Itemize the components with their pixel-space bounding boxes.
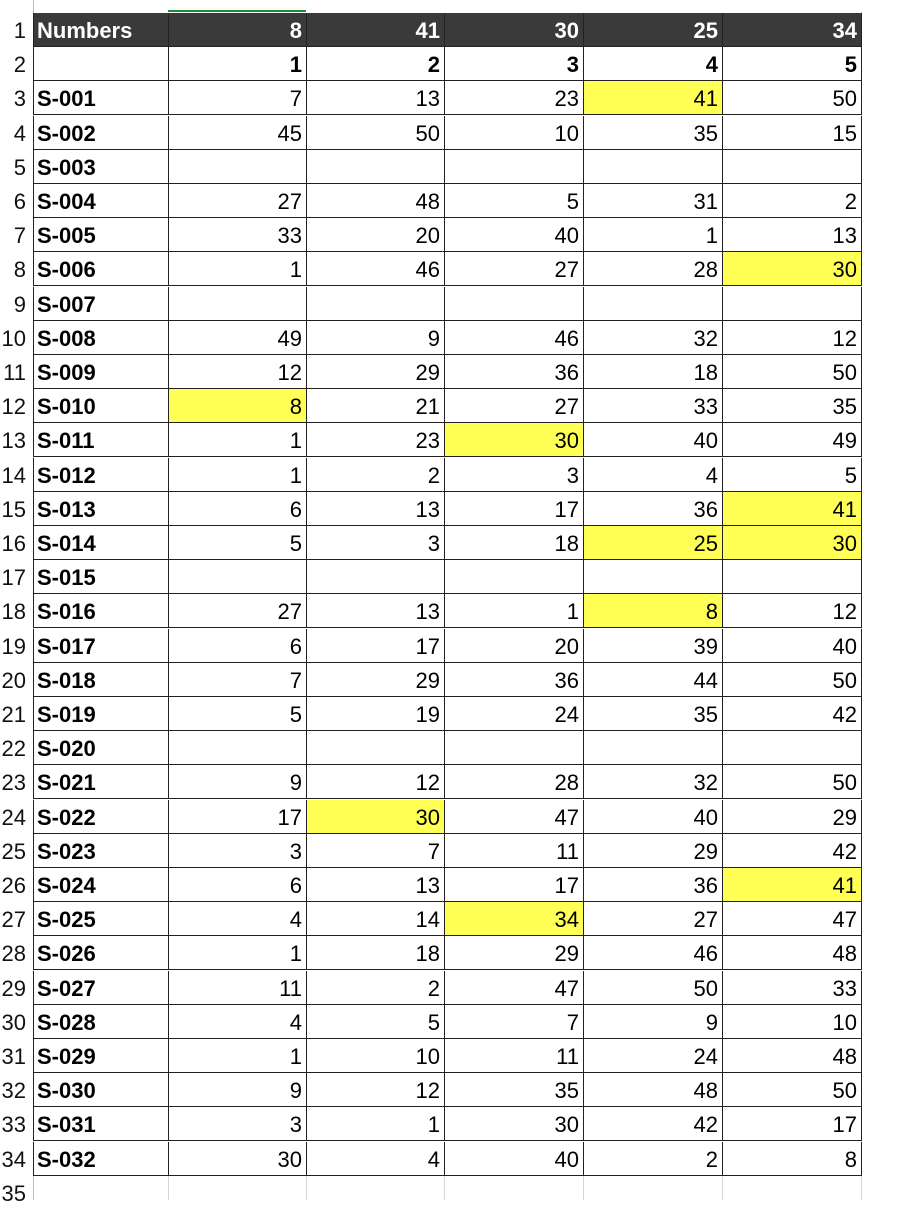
value-cell[interactable]: 1 — [169, 47, 307, 81]
row-label-cell[interactable]: S-008 — [33, 321, 169, 355]
table-row — [0, 765, 862, 799]
table-row — [0, 936, 862, 970]
row-label-cell[interactable]: S-022 — [33, 800, 169, 834]
table-row — [0, 116, 862, 150]
value-cell[interactable]: 39 — [584, 629, 723, 663]
value-cell[interactable]: 45 — [169, 116, 307, 150]
value-cell[interactable]: 40 — [445, 218, 584, 252]
value-cell[interactable]: 34 — [445, 902, 584, 936]
table-row — [0, 1073, 862, 1107]
row-label-cell[interactable]: S-027 — [33, 971, 169, 1005]
index-row — [0, 47, 862, 81]
value-cell[interactable]: 29 — [307, 663, 445, 697]
value-cell[interactable]: 50 — [723, 355, 862, 389]
value-cell[interactable]: 6 — [169, 629, 307, 663]
value-cell[interactable]: 40 — [723, 629, 862, 663]
value-cell[interactable]: 44 — [584, 663, 723, 697]
value-cell[interactable]: 8 — [584, 594, 723, 628]
table-row — [0, 252, 862, 286]
row-number[interactable]: 2 — [13, 52, 26, 78]
value-cell[interactable]: 1 — [307, 1107, 445, 1141]
row-label-cell[interactable]: S-010 — [33, 389, 169, 423]
row-number[interactable]: 25 — [1, 838, 26, 864]
value-cell[interactable]: 30 — [723, 252, 862, 286]
value-cell[interactable]: 20 — [307, 218, 445, 252]
value-cell[interactable]: 11 — [169, 971, 307, 1005]
value-cell[interactable]: 5 — [169, 526, 307, 560]
row-number[interactable]: 1 — [13, 18, 26, 43]
value-cell[interactable]: 13 — [307, 492, 445, 526]
table-row — [0, 1039, 862, 1073]
row-number[interactable]: 31 — [1, 1044, 26, 1069]
table-row — [0, 697, 862, 731]
value-cell[interactable]: 46 — [307, 252, 445, 286]
gridline — [444, 1176, 445, 1200]
row-number[interactable]: 32 — [1, 1078, 26, 1104]
gridline — [168, 1176, 169, 1200]
value-cell[interactable]: 4 — [169, 1005, 307, 1039]
value-cell[interactable]: 17 — [445, 868, 584, 902]
value-cell[interactable]: 13 — [307, 594, 445, 628]
value-cell[interactable]: 41 — [584, 81, 723, 115]
value-cell[interactable]: 29 — [307, 355, 445, 389]
value-cell[interactable]: 32 — [584, 321, 723, 355]
value-cell[interactable]: 48 — [307, 184, 445, 218]
value-cell[interactable]: 29 — [445, 936, 584, 970]
value-cell[interactable] — [307, 560, 445, 594]
table-row — [0, 834, 862, 868]
table-row — [0, 594, 862, 628]
value-cell[interactable]: 13 — [307, 868, 445, 902]
value-cell[interactable]: 40 — [584, 800, 723, 834]
row-number[interactable]: 9 — [13, 291, 26, 317]
row-number[interactable]: 16 — [1, 531, 26, 556]
value-cell[interactable]: 50 — [723, 663, 862, 697]
selected-column-indicator — [168, 10, 306, 12]
value-cell[interactable]: 25 — [584, 13, 723, 47]
value-cell[interactable]: 13 — [307, 81, 445, 115]
table-row — [0, 458, 862, 492]
value-cell[interactable]: 29 — [584, 834, 723, 868]
row-number[interactable]: 18 — [1, 599, 26, 625]
value-cell[interactable]: 1 — [169, 458, 307, 492]
gridline — [306, 1176, 307, 1200]
value-cell[interactable]: 1 — [169, 1039, 307, 1073]
value-cell[interactable]: 2 — [307, 971, 445, 1005]
table-row — [0, 423, 862, 457]
value-cell[interactable]: 8 — [169, 389, 307, 423]
value-cell[interactable]: 28 — [445, 765, 584, 799]
row-label-cell[interactable]: S-026 — [33, 936, 169, 970]
value-cell[interactable]: 9 — [307, 321, 445, 355]
value-cell[interactable]: 21 — [307, 389, 445, 423]
value-cell[interactable]: 18 — [445, 526, 584, 560]
value-cell[interactable]: 33 — [723, 971, 862, 1005]
value-cell[interactable]: 29 — [723, 800, 862, 834]
empty-column-area[interactable] — [861, 12, 897, 1200]
value-cell[interactable]: 8 — [723, 1142, 862, 1176]
value-cell[interactable] — [723, 287, 862, 321]
value-cell[interactable] — [584, 287, 723, 321]
value-cell[interactable]: 30 — [445, 423, 584, 457]
value-cell[interactable] — [584, 150, 723, 184]
table-row — [0, 868, 862, 902]
value-cell[interactable] — [584, 560, 723, 594]
value-cell[interactable]: 33 — [169, 218, 307, 252]
value-cell[interactable]: 10 — [307, 1039, 445, 1073]
row-number[interactable]: 19 — [1, 633, 26, 659]
value-cell[interactable] — [723, 560, 862, 594]
row-label-cell[interactable]: Numbers — [33, 13, 169, 47]
value-cell[interactable]: 50 — [723, 81, 862, 115]
table-row — [0, 1005, 862, 1039]
row-number[interactable]: 8 — [13, 257, 26, 283]
row-number[interactable]: 13 — [1, 428, 26, 454]
row-number[interactable]: 28 — [1, 941, 26, 967]
value-cell[interactable]: 3 — [169, 834, 307, 868]
row-number[interactable]: 27 — [1, 907, 26, 933]
value-cell[interactable]: 3 — [445, 47, 584, 81]
value-cell[interactable] — [169, 731, 307, 765]
value-cell[interactable]: 31 — [584, 184, 723, 218]
row-number[interactable]: 20 — [1, 667, 26, 693]
value-cell[interactable]: 6 — [169, 492, 307, 526]
value-cell[interactable]: 24 — [445, 697, 584, 731]
value-cell[interactable] — [723, 731, 862, 765]
value-cell[interactable]: 3 — [169, 1107, 307, 1141]
value-cell[interactable]: 47 — [445, 971, 584, 1005]
row-label-cell[interactable]: S-021 — [33, 765, 169, 799]
value-cell[interactable]: 10 — [723, 1005, 862, 1039]
row-label-cell[interactable]: S-020 — [33, 731, 169, 765]
value-cell[interactable]: 10 — [445, 116, 584, 150]
header-row — [0, 13, 862, 47]
value-cell[interactable]: 17 — [307, 629, 445, 663]
row-label-cell[interactable]: S-018 — [33, 663, 169, 697]
value-cell[interactable]: 24 — [584, 1039, 723, 1073]
value-cell[interactable]: 12 — [307, 765, 445, 799]
table-row — [0, 526, 862, 560]
value-cell[interactable]: 5 — [169, 697, 307, 731]
value-cell[interactable]: 20 — [445, 629, 584, 663]
value-cell[interactable]: 1 — [169, 936, 307, 970]
row-label-cell[interactable]: S-028 — [33, 1005, 169, 1039]
value-cell[interactable]: 27 — [584, 902, 723, 936]
value-cell[interactable]: 42 — [723, 697, 862, 731]
value-cell[interactable]: 17 — [723, 1107, 862, 1141]
value-cell[interactable]: 28 — [584, 252, 723, 286]
row-number[interactable]: 14 — [1, 462, 26, 488]
row-number[interactable]: 23 — [1, 770, 26, 796]
value-cell[interactable]: 41 — [723, 868, 862, 902]
value-cell[interactable] — [723, 150, 862, 184]
value-cell[interactable]: 3 — [445, 458, 584, 492]
value-cell[interactable]: 48 — [584, 1073, 723, 1107]
value-cell[interactable]: 46 — [584, 936, 723, 970]
value-cell[interactable] — [445, 287, 584, 321]
row-label-cell[interactable]: S-029 — [33, 1039, 169, 1073]
value-cell[interactable]: 33 — [584, 389, 723, 423]
value-cell[interactable]: 36 — [445, 663, 584, 697]
value-cell[interactable] — [445, 731, 584, 765]
row-number[interactable]: 5 — [13, 154, 26, 180]
value-cell[interactable] — [307, 287, 445, 321]
value-cell[interactable]: 50 — [307, 116, 445, 150]
row-label-cell[interactable]: S-013 — [33, 492, 169, 526]
value-cell[interactable]: 5 — [723, 458, 862, 492]
row-label-cell[interactable]: S-001 — [33, 81, 169, 115]
value-cell[interactable]: 1 — [445, 594, 584, 628]
value-cell[interactable] — [169, 560, 307, 594]
table-row — [0, 560, 862, 594]
row-number[interactable]: 12 — [1, 394, 26, 420]
value-cell[interactable]: 7 — [307, 834, 445, 868]
value-cell[interactable]: 41 — [723, 492, 862, 526]
value-cell[interactable]: 7 — [169, 81, 307, 115]
row-label-cell[interactable]: S-005 — [33, 218, 169, 252]
row-number[interactable]: 15 — [1, 496, 26, 522]
value-cell[interactable]: 42 — [723, 834, 862, 868]
value-cell[interactable]: 46 — [445, 321, 584, 355]
gridline — [583, 1176, 584, 1200]
value-cell[interactable]: 17 — [445, 492, 584, 526]
table-row — [0, 81, 862, 115]
column-header-strip[interactable] — [0, 0, 897, 12]
value-cell[interactable]: 4 — [169, 902, 307, 936]
table-row — [0, 287, 862, 321]
value-cell[interactable]: 48 — [723, 1039, 862, 1073]
row-number[interactable]: 34 — [1, 1146, 26, 1172]
value-cell[interactable]: 12 — [169, 355, 307, 389]
value-cell[interactable]: 50 — [584, 971, 723, 1005]
value-cell[interactable]: 34 — [723, 13, 862, 47]
value-cell[interactable]: 9 — [169, 765, 307, 799]
value-cell[interactable]: 4 — [584, 458, 723, 492]
value-cell[interactable]: 23 — [445, 81, 584, 115]
table-row — [0, 629, 862, 663]
value-cell[interactable]: 49 — [723, 423, 862, 457]
value-cell[interactable]: 35 — [445, 1073, 584, 1107]
value-cell[interactable]: 5 — [445, 184, 584, 218]
value-cell[interactable]: 27 — [445, 252, 584, 286]
value-cell[interactable]: 40 — [445, 1142, 584, 1176]
value-cell[interactable]: 36 — [445, 355, 584, 389]
value-cell[interactable]: 7 — [445, 1005, 584, 1039]
value-cell[interactable]: 11 — [445, 1039, 584, 1073]
value-cell[interactable]: 27 — [445, 389, 584, 423]
value-cell[interactable]: 47 — [723, 902, 862, 936]
value-cell[interactable]: 47 — [445, 800, 584, 834]
table-row — [0, 355, 862, 389]
row-label-cell[interactable]: S-006 — [33, 252, 169, 286]
value-cell[interactable]: 42 — [584, 1107, 723, 1141]
gridline — [861, 1176, 862, 1200]
row-number[interactable]: 10 — [1, 325, 26, 351]
table-row — [0, 184, 862, 218]
value-cell[interactable] — [445, 150, 584, 184]
value-cell[interactable]: 8 — [169, 13, 307, 47]
value-cell[interactable]: 17 — [169, 800, 307, 834]
row-number[interactable]: 11 — [3, 360, 26, 385]
value-cell[interactable]: 13 — [723, 218, 862, 252]
row-number[interactable]: 7 — [13, 223, 26, 249]
value-cell[interactable]: 30 — [445, 1107, 584, 1141]
table-row — [0, 731, 862, 765]
value-cell[interactable]: 40 — [584, 423, 723, 457]
value-cell[interactable]: 4 — [584, 47, 723, 81]
value-cell[interactable]: 1 — [584, 218, 723, 252]
value-cell[interactable]: 30 — [169, 1142, 307, 1176]
row-label-cell[interactable]: S-003 — [33, 150, 169, 184]
table-row — [0, 663, 862, 697]
value-cell[interactable]: 23 — [307, 423, 445, 457]
value-cell[interactable]: 3 — [307, 526, 445, 560]
row-label-cell[interactable]: S-007 — [33, 287, 169, 321]
row-label-cell[interactable]: S-004 — [33, 184, 169, 218]
value-cell[interactable]: 12 — [723, 594, 862, 628]
row-label-cell[interactable]: S-032 — [33, 1142, 169, 1176]
value-cell[interactable]: 27 — [169, 594, 307, 628]
row-number[interactable]: 33 — [1, 1112, 26, 1138]
value-cell[interactable] — [169, 150, 307, 184]
value-cell[interactable]: 27 — [169, 184, 307, 218]
value-cell[interactable]: 1 — [169, 423, 307, 457]
value-cell[interactable]: 49 — [169, 321, 307, 355]
value-cell[interactable]: 2 — [307, 47, 445, 81]
value-cell[interactable]: 2 — [307, 458, 445, 492]
value-cell[interactable]: 1 — [169, 252, 307, 286]
table-row — [0, 902, 862, 936]
value-cell[interactable]: 30 — [445, 13, 584, 47]
value-cell[interactable]: 35 — [584, 116, 723, 150]
value-cell[interactable]: 11 — [445, 834, 584, 868]
value-cell[interactable]: 2 — [584, 1142, 723, 1176]
value-cell[interactable]: 35 — [723, 389, 862, 423]
row-label-cell[interactable]: S-024 — [33, 868, 169, 902]
gridline — [722, 1176, 723, 1200]
row-label-cell[interactable]: S-011 — [33, 423, 169, 457]
row-label-cell[interactable]: S-014 — [33, 526, 169, 560]
value-cell[interactable]: 4 — [307, 1142, 445, 1176]
row-label-cell[interactable]: S-009 — [33, 355, 169, 389]
row-label-cell[interactable]: S-012 — [33, 458, 169, 492]
row-label-cell[interactable]: S-025 — [33, 902, 169, 936]
row-label-cell[interactable]: S-031 — [33, 1107, 169, 1141]
row-number[interactable]: 29 — [1, 975, 26, 1001]
row-number[interactable]: 35 — [1, 1180, 26, 1206]
value-cell[interactable]: 50 — [723, 1073, 862, 1107]
value-cell[interactable]: 50 — [723, 765, 862, 799]
row-label-cell[interactable]: S-017 — [33, 629, 169, 663]
row-number[interactable]: 24 — [1, 804, 26, 830]
table-row — [0, 150, 862, 184]
table-row — [0, 389, 862, 423]
value-cell[interactable]: 12 — [307, 1073, 445, 1107]
row-label-cell[interactable]: S-002 — [33, 116, 169, 150]
value-cell[interactable]: 9 — [584, 1005, 723, 1039]
row-number[interactable]: 30 — [1, 1009, 26, 1035]
row-number[interactable]: 4 — [13, 120, 26, 146]
row-number[interactable]: 22 — [1, 736, 26, 762]
row-label-cell[interactable]: S-016 — [33, 594, 169, 628]
row-number[interactable]: 17 — [1, 565, 26, 591]
row-label-cell[interactable]: S-019 — [33, 697, 169, 731]
value-cell[interactable]: 25 — [584, 526, 723, 560]
row-number[interactable]: 3 — [13, 86, 26, 112]
value-cell[interactable]: 5 — [723, 47, 862, 81]
value-cell[interactable]: 9 — [169, 1073, 307, 1107]
value-cell[interactable]: 41 — [307, 13, 445, 47]
value-cell[interactable]: 19 — [307, 697, 445, 731]
value-cell[interactable] — [307, 731, 445, 765]
value-cell[interactable]: 5 — [307, 1005, 445, 1039]
value-cell[interactable]: 30 — [307, 800, 445, 834]
row-label-cell[interactable] — [33, 47, 169, 81]
value-cell[interactable]: 35 — [584, 697, 723, 731]
value-cell[interactable]: 18 — [307, 936, 445, 970]
table-row — [0, 1142, 862, 1176]
value-cell[interactable] — [584, 731, 723, 765]
table-row — [0, 218, 862, 252]
table-row — [0, 800, 862, 834]
value-cell[interactable] — [307, 150, 445, 184]
value-cell[interactable]: 12 — [723, 321, 862, 355]
value-cell[interactable]: 36 — [584, 868, 723, 902]
value-cell[interactable] — [169, 287, 307, 321]
table-row — [0, 971, 862, 1005]
row-label-cell[interactable]: S-015 — [33, 560, 169, 594]
row-label-cell[interactable]: S-023 — [33, 834, 169, 868]
value-cell[interactable]: 30 — [723, 526, 862, 560]
value-cell[interactable]: 2 — [723, 184, 862, 218]
value-cell[interactable] — [445, 560, 584, 594]
row-number[interactable]: 26 — [1, 873, 26, 898]
table-row — [0, 321, 862, 355]
table-row — [0, 492, 862, 526]
value-cell[interactable]: 14 — [307, 902, 445, 936]
row-number[interactable]: 6 — [13, 189, 26, 214]
value-cell[interactable]: 6 — [169, 868, 307, 902]
table-row — [0, 1107, 862, 1141]
value-cell[interactable]: 36 — [584, 492, 723, 526]
value-cell[interactable]: 48 — [723, 936, 862, 970]
value-cell[interactable]: 15 — [723, 116, 862, 150]
value-cell[interactable]: 7 — [169, 663, 307, 697]
value-cell[interactable]: 32 — [584, 765, 723, 799]
row-label-cell[interactable]: S-030 — [33, 1073, 169, 1107]
row-number[interactable]: 21 — [1, 702, 26, 727]
value-cell[interactable]: 18 — [584, 355, 723, 389]
